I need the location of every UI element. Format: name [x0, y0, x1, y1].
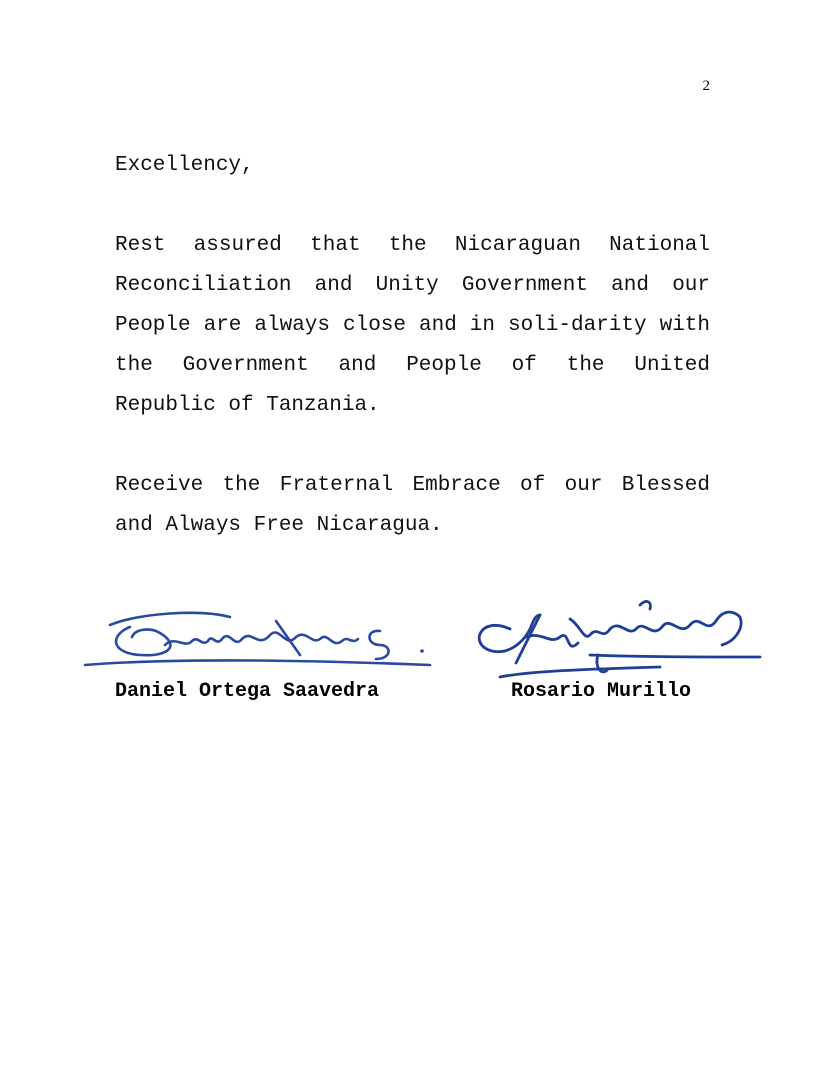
- signature-daniel-ortega: [80, 605, 435, 675]
- paragraph-embrace: Receive the Fraternal Embrace of our Blessed and Always Free Nicaragua.: [115, 474, 710, 537]
- greeting: Excellency,: [115, 154, 254, 177]
- signatory-name-rosario-murillo: Rosario Murillo: [511, 680, 692, 703]
- signatory-name-daniel-ortega: Daniel Ortega Saavedra: [115, 680, 380, 703]
- paragraph-solidarity: Rest assured that the Nicaraguan National Reconciliation and Unity Government and our People are always close and in soli-darity with the Government and People of the United Republic of Tanzania.: [115, 234, 710, 417]
- signature-rosario-murillo: [470, 585, 770, 685]
- page-number: 2: [702, 78, 710, 94]
